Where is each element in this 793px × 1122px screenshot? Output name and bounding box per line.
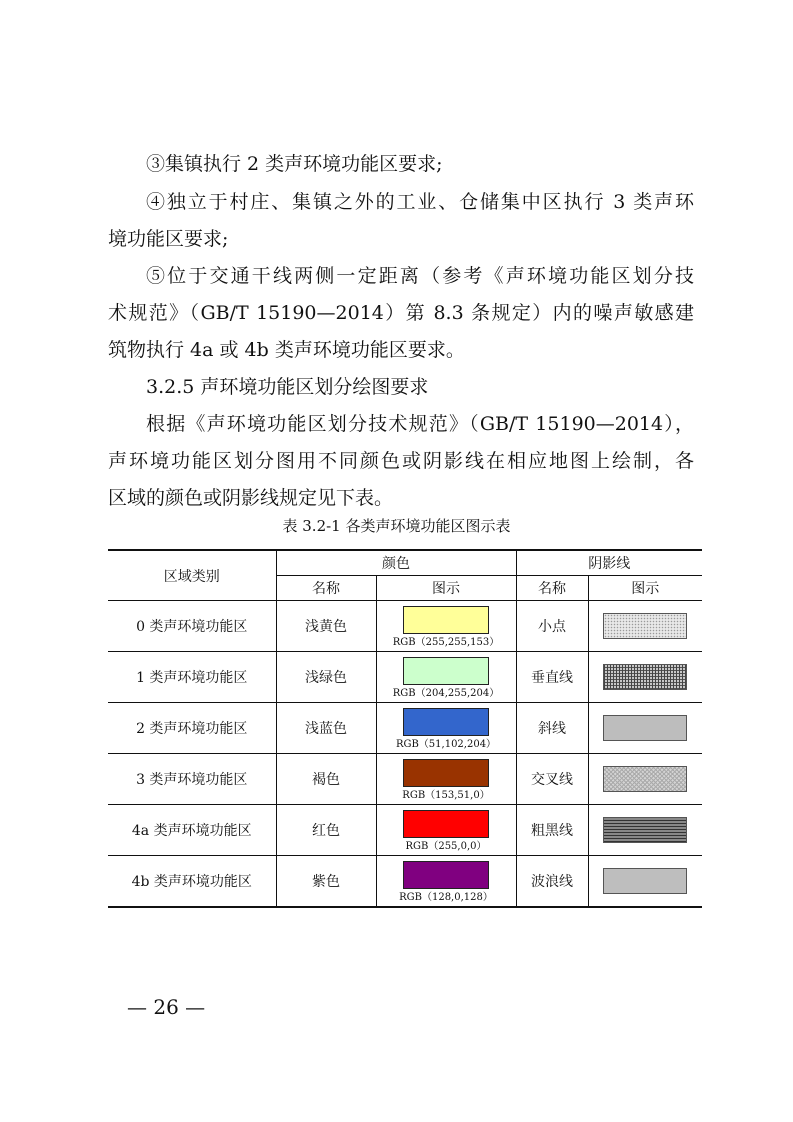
- paragraph-item-4-line2: 境功能区要求;: [108, 228, 229, 250]
- hatch-pattern-swatch: [603, 868, 687, 894]
- color-swatch: [403, 606, 489, 634]
- zone-cell: 4b 类声环境功能区: [108, 856, 276, 908]
- color-swatch: [403, 657, 489, 685]
- paragraph-drawing-line1: 根据《声环境功能区划分技术规范》（GB/T 15190—2014），: [146, 413, 694, 435]
- rgb-value: RGB（204,255,204）: [392, 688, 500, 699]
- header-color-group: 颜色: [276, 550, 516, 576]
- hatch-figure-cell: [588, 601, 702, 652]
- paragraph-item-5: [108, 258, 694, 369]
- color-figure-cell: [376, 703, 516, 754]
- paragraph-item-3: ③集镇执行 2 类声环境功能区要求;: [146, 153, 443, 175]
- header-color-figure: 图示: [376, 576, 516, 601]
- color-name-cell: 褐色: [276, 754, 376, 805]
- page-number: — 26 —: [127, 995, 206, 1019]
- hatch-pattern-swatch: [603, 664, 687, 690]
- color-name-cell: 紫色: [276, 856, 376, 908]
- table-row: [108, 805, 702, 856]
- rgb-value: RGB（255,0,0）: [405, 841, 487, 852]
- zone-cell: 1 类声环境功能区: [108, 652, 276, 703]
- color-swatch: [403, 810, 489, 838]
- hatch-name-cell: 交叉线: [516, 754, 588, 805]
- paragraph-drawing-requirements: [108, 406, 694, 517]
- header-hatch-name: 名称: [516, 576, 588, 601]
- header-hatch-figure: 图示: [588, 576, 702, 601]
- table-row: [108, 754, 702, 805]
- hatch-name-cell: 波浪线: [516, 856, 588, 908]
- hatch-name-cell: 垂直线: [516, 652, 588, 703]
- hatch-figure-cell: [588, 805, 702, 856]
- color-figure-cell: [376, 856, 516, 908]
- rgb-value: RGB（51,102,204）: [395, 739, 497, 750]
- hatch-figure-cell: [588, 856, 702, 908]
- paragraph-drawing-line2: 声环境功能区划分图用不同颜色或阴影线在相应地图上绘制，各: [108, 450, 694, 472]
- paragraph-item-5-line2: 术规范》（GB/T 15190—2014）第 8.3 条规定）内的噪声敏感建: [108, 302, 694, 324]
- section-heading-3-2-5: 3.2.5 声环境功能区划分绘图要求: [146, 376, 429, 398]
- table-caption: 表 3.2-1 各类声环境功能区图示表: [282, 517, 511, 535]
- color-name-cell: 浅绿色: [276, 652, 376, 703]
- hatch-figure-cell: [588, 652, 702, 703]
- hatch-pattern-swatch: [603, 766, 687, 792]
- paragraph-item-5-line3: 筑物执行 4a 或 4b 类声环境功能区要求。: [108, 339, 465, 361]
- hatch-name-cell: 粗黑线: [516, 805, 588, 856]
- color-figure-cell: [376, 652, 516, 703]
- color-name-cell: 浅蓝色: [276, 703, 376, 754]
- table-body: [108, 601, 702, 908]
- table-row: [108, 703, 702, 754]
- paragraph-item-5-line1: ⑤位于交通干线两侧一定距离（参考《声环境功能区划分技: [146, 265, 694, 287]
- table-row: [108, 601, 702, 652]
- zone-cell: 4a 类声环境功能区: [108, 805, 276, 856]
- hatch-name-cell: 小点: [516, 601, 588, 652]
- paragraph-item-4-line1: ④独立于村庄、集镇之外的工业、仓储集中区执行 3 类声环: [146, 191, 694, 213]
- color-figure-cell: [376, 754, 516, 805]
- paragraph-drawing-line3: 区域的颜色或阴影线规定见下表。: [108, 487, 394, 509]
- header-hatch-group: 阴影线: [516, 550, 702, 576]
- hatch-figure-cell: [588, 754, 702, 805]
- paragraph-item-4: [108, 184, 694, 258]
- header-zone-type: 区域类别: [108, 550, 276, 601]
- hatch-pattern-swatch: [603, 715, 687, 741]
- color-name-cell: 浅黄色: [276, 601, 376, 652]
- color-name-cell: 红色: [276, 805, 376, 856]
- rgb-value: RGB（128,0,128）: [399, 892, 493, 903]
- color-figure-cell: [376, 601, 516, 652]
- hatch-figure-cell: [588, 703, 702, 754]
- color-figure-cell: [376, 805, 516, 856]
- hatch-name-cell: 斜线: [516, 703, 588, 754]
- color-swatch: [403, 708, 489, 736]
- zone-cell: 2 类声环境功能区: [108, 703, 276, 754]
- zone-legend-table: [108, 549, 702, 908]
- zone-cell: 3 类声环境功能区: [108, 754, 276, 805]
- rgb-value: RGB（153,51,0）: [402, 790, 490, 801]
- table-row: [108, 652, 702, 703]
- color-swatch: [403, 759, 489, 787]
- color-swatch: [403, 861, 489, 889]
- table-row: [108, 856, 702, 908]
- rgb-value: RGB（255,255,153）: [392, 637, 500, 648]
- hatch-pattern-swatch: [603, 817, 687, 843]
- zone-cell: 0 类声环境功能区: [108, 601, 276, 652]
- header-color-name: 名称: [276, 576, 376, 601]
- hatch-pattern-swatch: [603, 613, 687, 639]
